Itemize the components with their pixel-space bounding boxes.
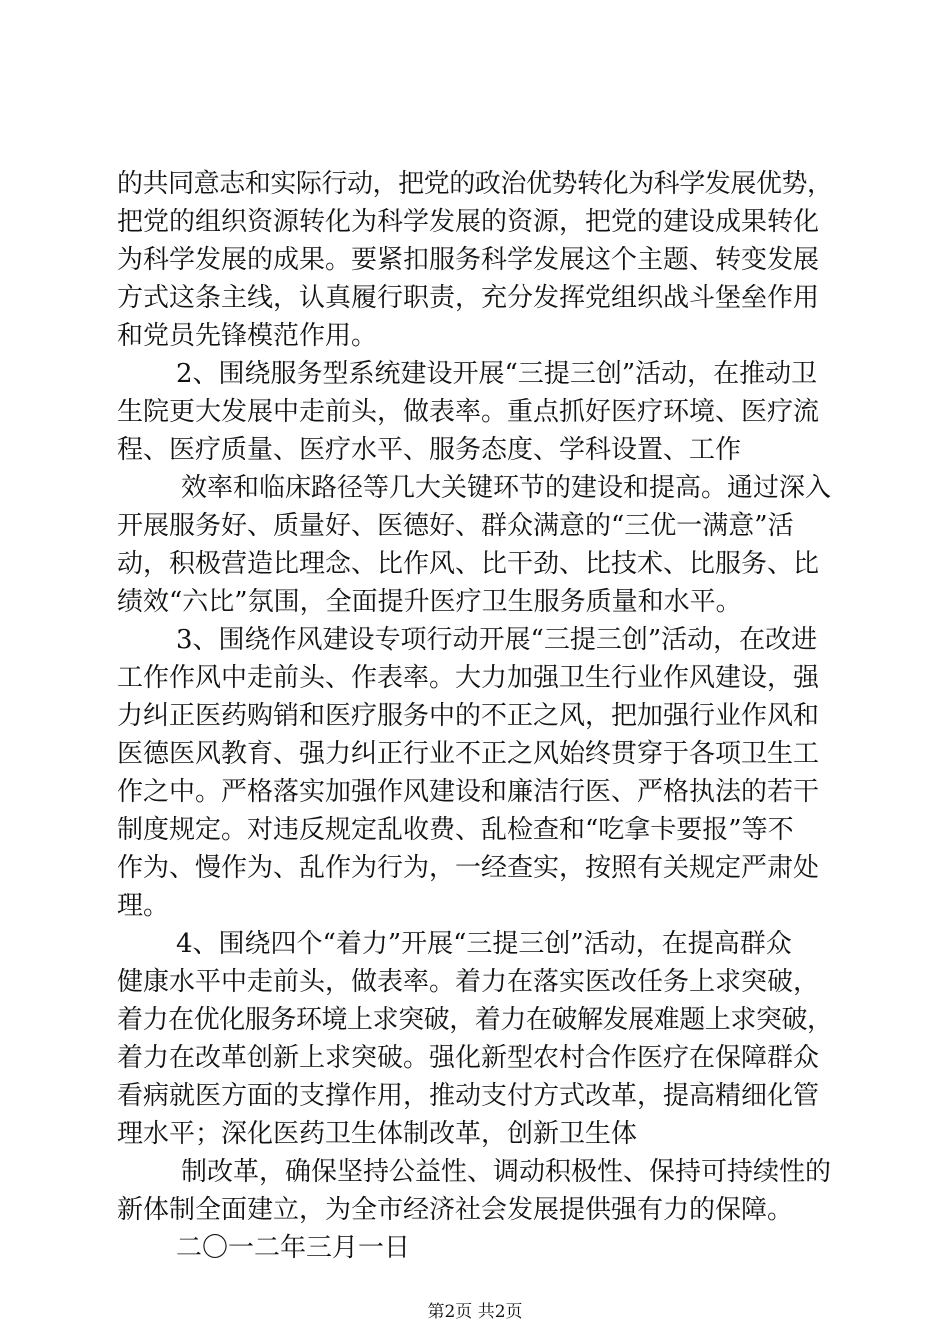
body-text-line: 作为、慢作为、乱作为行为，一经查实，按照有关规定严肃处 — [117, 853, 820, 883]
paragraph-3-first-line: 3、围绕作风建设专项行动开展“三提三创”活动，在改进 — [176, 625, 818, 655]
body-text-line: 和党员先锋模范作用。 — [117, 321, 378, 351]
page-number-footer: 第2页 共2页 — [427, 1302, 523, 1322]
body-text-line: 力纠正医药购销和医疗服务中的不正之风，把加强行业作风和 — [117, 701, 820, 731]
body-text-line: 医德医风教育、强力纠正行业不正之风始终贯穿于各项卫生工 — [117, 739, 820, 769]
body-text-line: 把党的组织资源转化为科学发展的资源，把党的建设成果转化 — [117, 207, 820, 237]
body-text-line: 理。 — [117, 891, 170, 921]
body-text-line-indented: 效率和临床路径等几大关键环节的建设和提高。通过深入 — [181, 473, 832, 503]
body-text-line: 动，积极营造比理念、比作风、比干劲、比技术、比服务、比 — [117, 549, 820, 579]
body-text-line: 理水平；深化医药卫生体制改革，创新卫生体 — [117, 1119, 638, 1149]
body-text-line: 制度规定。对违反规定乱收费、乱检查和“吃拿卡要报”等不 — [117, 815, 794, 845]
body-text-line: 为科学发展的成果。要紧扣服务科学发展这个主题、转变发展 — [117, 245, 820, 275]
body-text-line: 生院更大发展中走前头，做表率。重点抓好医疗环境、医疗流 — [117, 397, 820, 427]
body-text-line: 新体制全面建立，为全市经济社会发展提供强有力的保障。 — [117, 1195, 794, 1225]
body-text-line: 着力在改革创新上求突破。强化新型农村合作医疗在保障群众 — [117, 1043, 820, 1073]
body-text-line: 开展服务好、质量好、医德好、群众满意的“三优一满意”活 — [117, 511, 794, 541]
body-text-line: 工作作风中走前头、作表率。大力加强卫生行业作风建设，强 — [117, 663, 820, 693]
document-date: 二〇一二年三月一日 — [176, 1233, 411, 1263]
paragraph-4-first-line: 4、围绕四个“着力”开展“三提三创”活动，在提高群众 — [176, 929, 792, 959]
body-text-line: 方式这条主线，认真履行职责，充分发挥党组织战斗堡垒作用 — [117, 283, 820, 313]
body-text-line: 绩效“六比”氛围，全面提升医疗卫生服务质量和水平。 — [117, 587, 742, 617]
body-text-line: 看病就医方面的支撑作用，推动支付方式改革，提高精细化管 — [117, 1081, 820, 1111]
body-text-line: 的共同意志和实际行动，把党的政治优势转化为科学发展优势， — [117, 169, 833, 199]
paragraph-2-first-line: 2、围绕服务型系统建设开展“三提三创”活动，在推动卫 — [176, 359, 818, 389]
body-text-line: 程、医疗质量、医疗水平、服务态度、学科设置、工作 — [117, 435, 742, 465]
body-text-line: 着力在优化服务环境上求突破，着力在破解发展难题上求突破， — [117, 1005, 833, 1035]
body-text-line-indented: 制改革，确保坚持公益性、调动积极性、保持可持续性的 — [181, 1157, 832, 1187]
body-text-line: 健康水平中走前头，做表率。着力在落实医改任务上求突破， — [117, 967, 820, 997]
body-text-line: 作之中。严格落实加强作风建设和廉洁行医、严格执法的若干 — [117, 777, 820, 807]
